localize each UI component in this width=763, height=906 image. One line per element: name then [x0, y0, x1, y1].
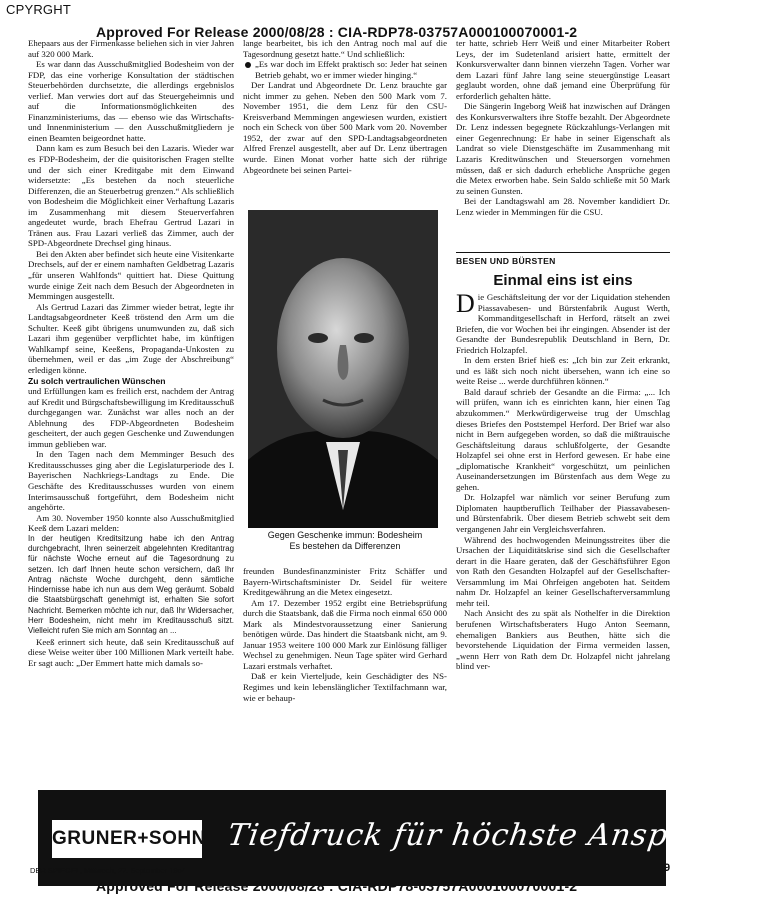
lead-text: ie Geschäftsleitung der vor der Liquidation stehenden Piassavabesen- und Bürstenfabrik August Werth, Kommanditgesellschaft in Herford, rätselt an zwei Briefen, die vor Wochen bei ihr eingingen. Absender ist der Gesandte der Bundesrepublik Deutschland in Bern, Dr. Friedrich Holzapfel.: [456, 292, 670, 355]
quoted-letter: [28, 534, 234, 637]
column-3: [456, 38, 670, 250]
portrait-photo: [248, 210, 438, 528]
drop-cap: D: [456, 289, 475, 318]
col3-para: In dem ersten Brief hieß es: „Ich bin zur Zeit erkrankt, und es läßt sich noch nicht übersehen, wann ich eine so weite Reise ... werde durchführen können.“: [456, 355, 670, 387]
col3-para: ter hatte, schrieb Herr Weiß und einer Mitarbeiter Robert Leys, der im Sudetenland arisiert hatte, ermittelt der Konkursverwalter dann binnen vierzehn Tagen. Vorher war dem Lazari fünf Jahre lang seine steuergünstige Leasart geglaubt worden, ohne daß jemand eine Überprüfung für erforderlich gehalten hätte.: [456, 38, 670, 101]
col3-para: Bald darauf schrieb der Gesandte an die Firma: „... Ich will prüfen, wann ich es einrichten kann, hier einen Tag abzukommen.“ Merkwürdigerweise trug der Umschlag dieses Briefes den Poststempel Herford. Der Brief war also nicht in Bern aufgegeben worden, so daß die mißtrauische Geschäftsleitung daraus schlußfolgerte, der Gesandte Holzapfel sei ohne erst in Herford gewesen. Er habe eine „diplomatische Krankheit“ vorgeschützt, um peinlichen Auseinandersetzungen im Bürstenfach aus dem Wege zu gehen.: [456, 386, 670, 492]
col1-para: Keeß erinnert sich heute, daß sein Kreditausschuß auf diese Weise weiter über 100 Millionen Mark verteilt habe. Er sagt auch: „Der Emmert hatte mich damals so-: [28, 636, 234, 668]
col1-para: Ehepaars aus der Firmenkasse beliehen sich in vier Jahren auf 320 000 Mark.: [28, 38, 234, 59]
col2-quote-bullet: [243, 59, 447, 80]
section-label: BESEN UND BÜRSTEN: [456, 256, 556, 266]
column-2-bottom: [243, 566, 447, 776]
col2-quote: „Es war doch im Effekt praktisch so: Jeder hat seinen Betrieb gehabt, wo er immer wieder hinging.“: [255, 59, 447, 80]
section-rule: [456, 252, 670, 253]
portrait-illustration: [248, 210, 438, 528]
bullet-dot: [245, 62, 251, 68]
col1-para: Dann kam es zum Besuch bei den Lazaris. Wieder war es FDP-Bodesheim, der die quisitorischen Fragen stellte und der sich einer Kreditgabe mit dem Einwand widersetzte: „Es bestehen da noch steuerliche Differenzen, die an Steuerbetrug grenzen.“ Als schließlich von Bodesheim die Möglichkeit einer Verhaftung Lazaris im Zusammenhang mit diesem Steuerverfahren angedeutet wurde, brach Ehefrau Gertrud Lazari in Tränen aus. Frau Lazari verließ das Zimmer, auch der SPD-Abgeordnete Drechsel ging hinaus.: [28, 143, 234, 249]
col1-para: Bei den Akten aber befindet sich heute eine Visitenkarte Drechsels, auf der er einem namhaften Geldbetrag Lazaris „für unseren Wahlfonds“ quittiert hat. Diese Quittung wurde einige Zeit nach dem Besuch der Abgeordneten in Memmingen ausgestellt.: [28, 248, 234, 302]
copyright-mark: CPYRGHT: [6, 2, 71, 17]
col3-para: Dr. Holzapfel war nämlich vor seiner Berufung zum Diplomaten hauptberuflich Teilhaber der Piassavabesen- und Bürstenfabrik. Über diesem Betrieb schwebt seit dem vergangenen Jahr ein Vergleichsverfahren.: [456, 492, 670, 535]
col1-para: Als Gertrud Lazari das Zimmer wieder betrat, legte ihr Landtagsabgeordneter Keeß tröstend den Arm um die Schulter. Keeß gibt übrigens unumwunden zu, daß sich Lazari ihm gegenüber verpflichtet habe, im künftigen Wahlkampf seine, Keeßens, Propaganda-Unkosten zu übernehmen, weil er das „im Zuge der Abschreibung“ erledigen könne.: [28, 301, 234, 375]
column-1: [28, 38, 234, 776]
ad-brand-box: GRUNER+SOHN: [52, 820, 202, 858]
col2-para: freunden Bundesfinanzminister Fritz Schäffer und Bayern-Wirtschaftsminister Dr. Seidel für weitere Kreditgewährung an die Metex eingesetzt.: [243, 566, 447, 598]
lead-para: [456, 289, 670, 355]
col2-para: lange bearbeitet, bis ich den Antrag noch mal auf die Tagesordnung gesetzt hatte.“ Und schließlich:: [243, 38, 447, 59]
col2-para: Daß er kein Vierteljude, kein Geschädigter des NS-Regimes und kein lebenslänglicher Textilfachmann war, wie er behaup-: [243, 671, 447, 703]
column-2-top: [243, 38, 447, 208]
release-stamp-top: Approved For Release 2000/08/28 : CIA-RDP78-03757A000100070001-2: [96, 24, 578, 40]
col2-para: Am 17. Dezember 1952 ergibt eine Betriebsprüfung durch die Staatsbank, daß die Firma noch einmal 650 000 Mark als Mindestvoraussetzung einer Sanierung benötigen würde. Das hindert die Staatsbank nicht, am 9. Januar 1953 weitere 100 000 Mark zur Einlösung fälliger Wechsel zu genehmigen. Neun Tage später wird Gerhard Lazari erstmals verhaftet.: [243, 597, 447, 671]
ad-slogan: Tiefdruck für höchste Ansprüche: [225, 818, 763, 853]
col2-para: Der Landrat und Abgeordnete Dr. Lenz brauchte gar nicht immer zu gehen. Neben den 500 Mark vom 7. November 1951, die dem Lenz für den CSU-Kreisverband Memmingen angewiesen wurden, existiert noch ein Scheck von über 500 Mark vom 20. November 1952, der zwar auf den SPD-Landtagsabgeordneten Alfred Frenzel ausgestellt, aber auf Dr. Lenz übertragen wurde. Einen Monat vorher hatte sich der rührige Abgeordnete bei seinen Partei-: [243, 80, 447, 175]
col3-para: Bei der Landtagswahl am 28. November kandidiert Dr. Lenz wieder in Memmingen für die CSU.: [456, 196, 670, 217]
col1-subhead: Zu solch vertraulichen Wünschen: [28, 375, 166, 386]
col3-para: Nach Ansicht des zu spät als Nothelfer in die Direktion berufenen Wirtschaftsberaters Hugo Anton Seemann, ehemaligen Bankiers aus Beuthen, hätte sich die bevorstehende Liquidation der Firma vermeiden lassen, „wenn Herr von Rath dem Dr. Holzapfel nicht jahrelang blind ver-: [456, 608, 670, 672]
footer-issue: DER SPIEGEL, Mittwoch, 22. September 1954: [30, 866, 186, 875]
col3-para: Die Sängerin Ingeborg Weiß hat inzwischen auf Drängen des Konkursverwalters ihre Stoffe bezahlt. Der Abgeordnete Dr. Lenz indessen begegnete Rückzahlungs-Verlangen mit einer Gegenrechnung: Er habe in seiner Eigenschaft als Landrat so viele Dienstgeschäfte im Zusammenhang mit Lazaris Kreditwünschen und Steuersorgen vornehmen müssen, daß er sich dadurch erhebliche Ansprüche gegen die Metex erworben habe. Sein Saldo schließe mit 50 Mark zu seinen Gunsten.: [456, 101, 670, 196]
article-headline: Einmal eins ist eins: [493, 272, 633, 289]
col1-para: In den Tagen nach dem Memminger Besuch des Kreditausschusses ging aber die Legislaturperiode des I. Bayerischen Nachkriegs-Landtags zu Ende. Die Geschäfte des Kreditausschusses wurden von einem Interimsausschuß fortgeführt, dem Bodesheim nicht angehörte.: [28, 449, 234, 513]
caption-line-1: Gegen Geschenke immun: Bodesheim: [267, 530, 423, 540]
release-stamp-bottom: Approved For Release 2000/08/28 : CIA-RDP78-03757A000100070001-2: [96, 878, 578, 894]
caption-line-2: Es bestehen da Differenzen: [289, 541, 401, 551]
column-3-article: [456, 289, 670, 776]
photo-caption: [243, 530, 447, 552]
col1-para: Es war dann das Ausschußmitglied Bodesheim von der FDP, das eine vorherige Konsultation der städtischen Steuerbehörden durchsetzte, die allerdings ergebnislos verlief. Man verwies dort auf das Steuergeheimnis und auf die Informationsmöglichkeiten des Finanzministeriums, das — ebenso wie das Wirtschafts- und Innenministerium — den Ausschußmitgliedern je einen Beamten beigeordnet hatte.: [28, 59, 234, 143]
col1-para: Am 30. November 1950 konnte also Ausschußmitglied Keeß dem Lazari melden:: [28, 512, 234, 534]
col1-para: und Erfüllungen kam es freilich erst, nachdem der Antrag auf Kredit und Bürgschaftsbewilligung im Kreditausschuß durchgegangen war. Zunächst war alles noch an der Ablehnung des FDP-Abgeordneten Bodesheim gescheitert, der auch gegen Geschenke und Zuwendungen immun geblieben war.: [28, 386, 234, 449]
page-number: 9: [664, 862, 671, 874]
letter-text: In der heutigen Kreditsitzung habe ich den Antrag durchgebracht, Ihren seinerzeit abgelehnten Kreditantrag für nächste Woche erneut auf die Tagesordnung zu setzen. Ich darf Ihnen heute schon versichern, daß Ihr Antrag nächste Woche durchgeht, denn sämtliche Hindernisse habe ich nun aus dem Weg geräumt. Sobald die Staatsbürgschaft genehmigt ist, erhalten Sie sofort Nachricht. Bemerken möchte ich nur, daß Ihr Widersacher, Herr Bodesheim, nicht mehr im Kreditausschuß sitzt. Vielleicht rufen Sie mich am Sonntag an ...: [28, 533, 234, 636]
col3-para: Während des hochwogenden Meinungsstreites über die Ursachen der Liquiditätskrise sind sich die Gesellschafter derart in die Haare geraten, daß der Geschäftsführer Egon von Rath den Gesandten Holzapfel auf der Gesellschafter-Versammlung im Mai Ohrfeigen angeboten hat. Seitdem nahm Dr. Holzapfel an keiner Gesellschafterversammlung mehr teil.: [456, 534, 670, 608]
